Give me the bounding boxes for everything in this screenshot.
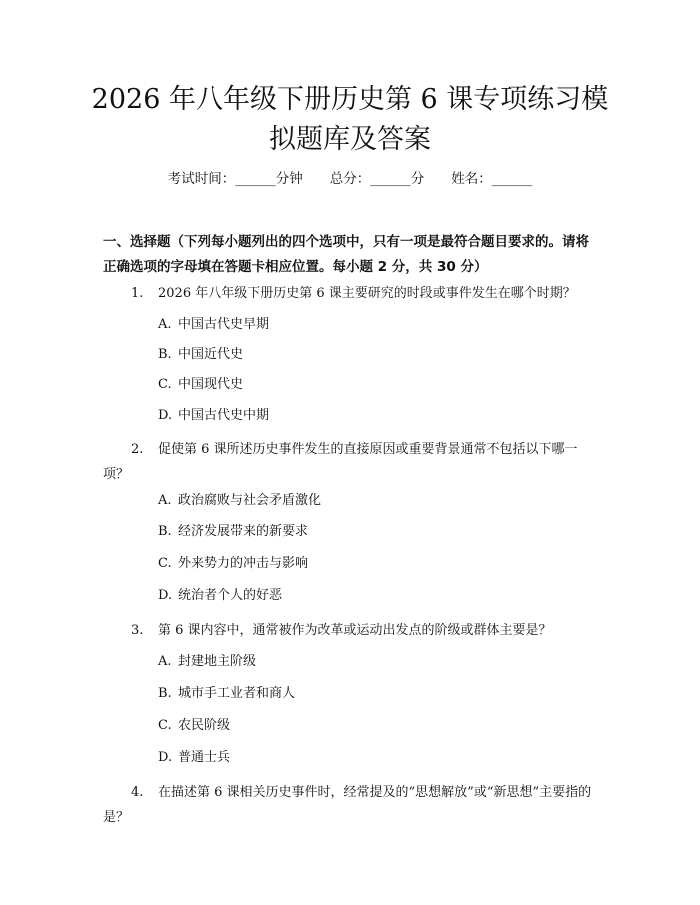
question-1-option-d	[158, 406, 269, 426]
document-title: 2026 年八年级下册历史第 6 课专项练习模拟题库及答案	[91, 84, 609, 155]
option-text: 城市手工业者和商人	[178, 686, 296, 701]
option-text: 统治者个人的好恶	[178, 588, 283, 603]
option-letter: D.	[158, 588, 173, 603]
option-letter: A.	[158, 654, 172, 669]
question-2-option-b	[158, 522, 308, 542]
option-letter: B.	[158, 524, 172, 539]
question-1-option-b	[158, 345, 243, 365]
question-3-option-a	[158, 652, 256, 672]
question-text: 促使第 6 课所述历史事件发生的直接原因或重要背景通常不包括以下哪一项？	[103, 442, 578, 482]
option-text: 中国近代史	[178, 347, 244, 362]
question-2	[103, 437, 600, 487]
option-text: 农民阶级	[178, 718, 231, 733]
question-text: 第 6 课内容中，通常被作为改革或运动出发点的阶级或群体主要是？	[158, 623, 552, 638]
question-3	[103, 618, 600, 643]
question-3-option-b	[158, 684, 295, 704]
option-letter: D.	[158, 408, 173, 423]
option-text: 封建地主阶级	[178, 654, 257, 669]
question-1-option-c	[158, 375, 243, 395]
option-text: 外来势力的冲击与影响	[178, 556, 309, 571]
option-letter: D.	[158, 750, 173, 765]
question-text: 2026 年八年级下册历史第 6 课主要研究的时段或事件发生在哪个时期？	[158, 286, 576, 301]
option-text: 经济发展带来的新要求	[178, 524, 309, 539]
question-number: 3.	[131, 623, 144, 638]
question-1	[103, 281, 600, 306]
question-4	[103, 780, 600, 830]
option-text: 政治腐败与社会矛盾激化	[178, 493, 322, 508]
question-3-option-c	[158, 716, 230, 736]
option-letter: A.	[158, 317, 172, 332]
question-2-option-d	[158, 586, 282, 606]
option-letter: C.	[158, 718, 172, 733]
option-letter: B.	[158, 686, 172, 701]
question-text: 在描述第 6 课相关历史事件时，经常提及的“思想解放”或“新思想”主要指的是？	[103, 785, 592, 825]
option-text: 中国现代史	[178, 377, 244, 392]
question-2-option-a	[158, 491, 321, 511]
option-letter: A.	[158, 493, 172, 508]
option-text: 普通士兵	[178, 750, 231, 765]
section-heading: 一、选择题（下列每小题列出的四个选项中，只有一项是最符合题目要求的。请将正确选项的字母填在答题卡相应位置。每小题 2 分，共 30 分）	[103, 234, 589, 275]
option-letter: C.	[158, 556, 172, 571]
option-letter: B.	[158, 347, 172, 362]
option-letter: C.	[158, 377, 172, 392]
question-number: 4.	[131, 785, 144, 800]
question-number: 1.	[131, 286, 144, 301]
option-text: 中国古代史早期	[178, 317, 270, 332]
question-3-option-d	[158, 748, 230, 768]
option-text: 中国古代史中期	[178, 408, 270, 423]
question-1-option-a	[158, 315, 269, 335]
exam-meta-line: 考试时间：______分钟 总分：______分 姓名：______	[167, 171, 533, 187]
question-2-option-c	[158, 554, 308, 574]
question-number: 2.	[131, 442, 144, 457]
